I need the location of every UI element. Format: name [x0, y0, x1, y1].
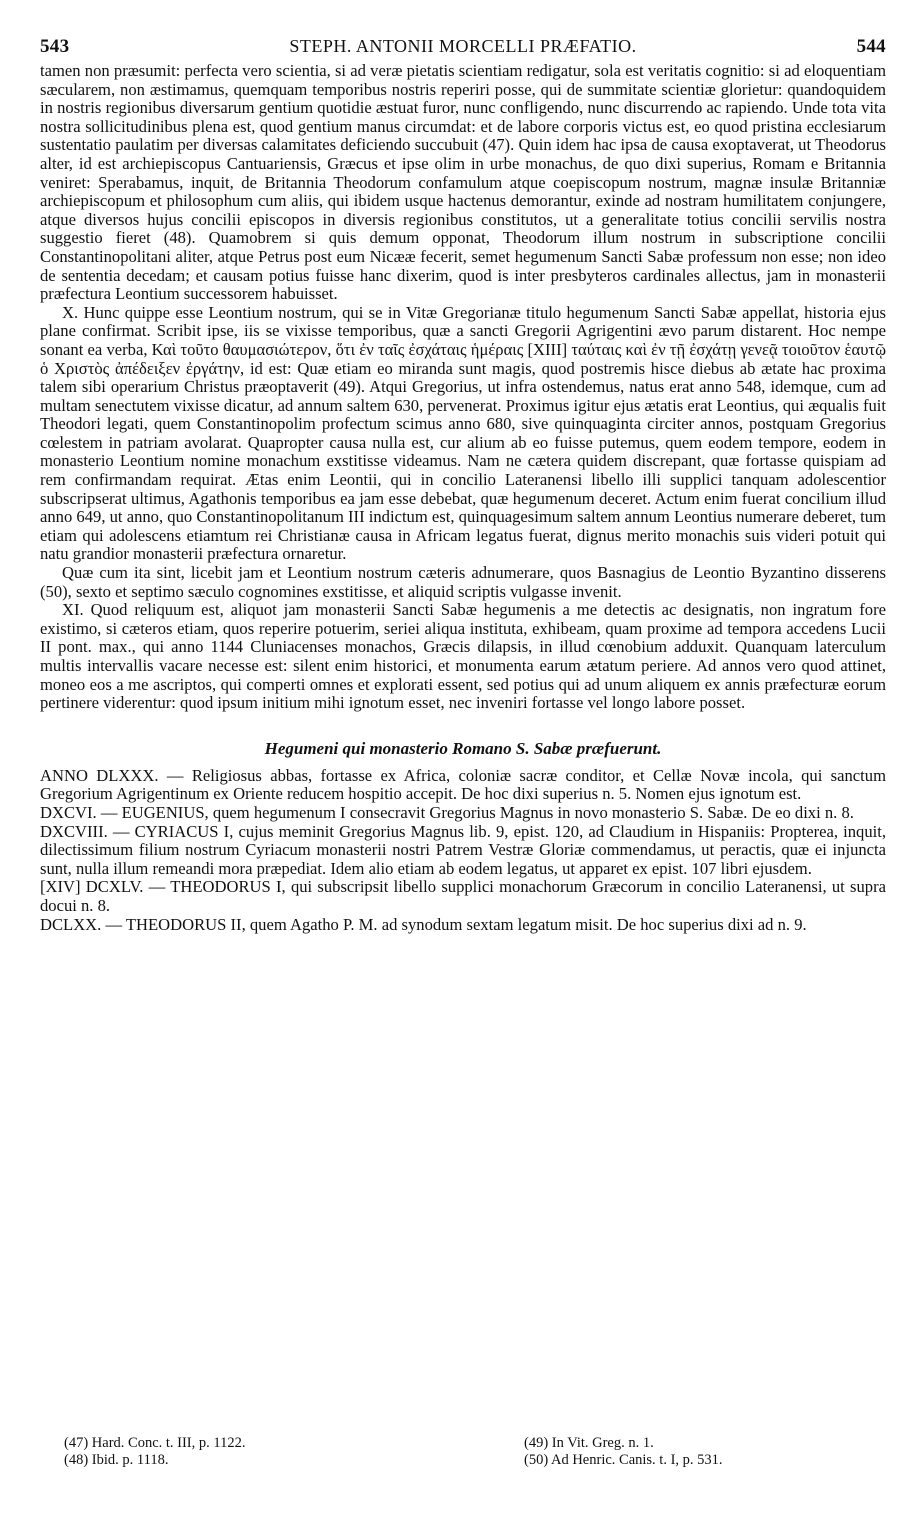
- right-page-number: 544: [856, 36, 886, 57]
- paragraph-basnagius: Quæ cum ita sint, licebit jam et Leontium nostrum cæteris adnumerare, quos Basnagius de Leontio Byzantino disserens (50), sexto et septimo sæculo cognomines exstitisse, et aliquid scriptis vulgasse invenit.: [40, 563, 886, 601]
- footnote: (49) In Vit. Greg. n. 1.: [524, 1435, 654, 1451]
- page: [40, 36, 886, 934]
- footnote: (47) Hard. Conc. t. III, p. 1122.: [64, 1435, 246, 1451]
- footnote: (48) Ibid. p. 1118.: [64, 1452, 169, 1468]
- hegumen-entry: DXCVIII. — CYRIACUS I, cujus meminit Gregorius Magnus lib. 9, epist. 120, ad Claudium in Hispaniis: Propterea, inquit, dilectissimum filium nostrum Cyriacum monasterii nostri Patrem Vestræ Gloriæ commendamus, ut peractis, quæ ei injuncta sunt, nulla illum remeandi mora præpediat. Idem alio etiam ab eodem legatus, ut apparet ex epist. 107 libri ejusdem.: [40, 821, 886, 878]
- footnotes-right: [524, 1435, 824, 1469]
- paragraph-continuation: tamen non præsumit: perfecta vero scientia, si ad veræ pietatis scientiam redigatur, sola est veritatis cognitio: si ad eloquentiam sæcularem, non æstimamus, quemquam temporibus nostris reperiri posse, qui de summitate scientiæ glorietur: quandoquidem in nostris regionibus diversarum gentium quotidie æstuat furor, nunc confligendo, nunc discurrendo ac rapiendo. Unde tota vita nostra sollicitudinibus plena est, quod gentium manus circumdat: et de labore corporis victus est, eo quod pristina ecclesiarum sustentatio paulatim per diversas calamitates deficiendo succubuit (47). Quin idem hac ipsa de causa exoptaverat, ut Theodorus alter, id est archiepiscopus Cantuariensis, Græcus et ipse olim in urbe monachus, de quo dixi superius, Romam e Britannia veniret: Sperabamus, inquit, de Britannia Theodorum confamulum atque coepiscopum nostrum, magnæ insulæ Britanniæ archiepiscopum et philosophum cum aliis, qui ibidem usque hactenus demorantur, exinde ad nostram humilitatem conjungere, atque diversos hujus concilii episcopos in diversis regionibus constitutos, ut a generalitate totius concilii servilis nostra suggestio fieret (48). Quamobrem si quis demum opponat, Theodorum illum nostrum in subscriptione concilii Constantinopolitani aliter, atque Petrus post eum Nicææ fecerit, semet hegumenum Sancti Sabæ professum non esse; non ideo de sententia decedam; et causam potius fuisse hanc dixerim, quod is inter presbyteros cardinales allectus, jam in monasterii præfectura Leontium successorem habuisset.: [40, 61, 886, 304]
- left-page-number: 543: [40, 36, 70, 57]
- running-header: [40, 36, 886, 58]
- footnotes: [64, 1435, 824, 1469]
- hegumen-entry: DCLXX. — THEODORUS II, quem Agatho P. M. ad synodum sextam legatum misit. De hoc superius dixi ad n. 9.: [40, 914, 807, 934]
- hegumen-entry: [XIV] DCXLV. — THEODORUS I, qui subscripsit libello supplici monachorum Græcorum in concilio Lateranensi, ut supra docui n. 8.: [40, 877, 886, 915]
- hegumen-entry: ANNO DLXXX. — Religiosus abbas, fortasse ex Africa, coloniæ sacræ conditor, et Cellæ Novæ incola, qui sanctum Gregorium Agrigentinum ex Oriente reducem hospitio accepit. De hoc dixi superius n. 5. Nomen ejus ignotum est.: [40, 765, 886, 804]
- footnotes-left: [64, 1435, 424, 1469]
- hegumen-entry: DXCVI. — EUGENIUS, quem hegumenum I consecravit Gregorius Magnus in novo monasterio S. Sabæ. De eo dixi n. 8.: [40, 802, 854, 822]
- running-title: STEPH. ANTONII MORCELLI PRÆFATIO.: [289, 36, 637, 56]
- footnote: (50) Ad Henric. Canis. t. I, p. 531.: [524, 1452, 723, 1468]
- paragraph-section-x: X. Hunc quippe esse Leontium nostrum, qui se in Vitæ Gregorianæ titulo hegumenum Sancti Sabæ appellat, historia ejus plane confirmat. Scribit ipse, iis se vixisse temporibus, quæ a sancti Gregorii Agrigentini ævo parum distarent. Hoc nempe sonant ea verba, Καὶ τοῦτο θαυμασιώτερον, ὅτι ἐν ταῖς ἐσχάταις ἡμέραις [XIII] ταύταις καὶ ἐν τῇ ἐσχάτῃ γενεᾷ τοιοῦτον ἑαυτῷ ὁ Χριστὸς ἀπέδειξεν ἐργάτην, id est: Quæ etiam eo miranda sunt magis, quod postremis hisce diebus ab ætate hac proxima talem sibi operarium Christus præoptaverit (49). Atqui Gregorius, ut infra ostendemus, natus erat anno 548, idemque, cum ad multam senectutem vixisse dicatur, ad annum saltem 630, pervenerat. Proximus igitur ejus ætatis erat Leontius, qui æqualis fuit Theodori legati, quem Constantinopolim profectum scimus anno 680, sive quinquaginta circiter annos, postquam Gregorius cœlestem in patriam avolarat. Quapropter causa nulla est, cur alium ab eo fuisse putemus, quem eodem tempore, eodem in monasterio Leontium nomine monachum exstitisse videamus. Nam ne cætera quidem discrepant, quæ fortasse quispiam ad rem confirmandam requirat. Ætas enim Leontii, qui in concilio Lateranensi libello illi supplici tanquam adolescentior subscripserat ultimus, Agathonis temporibus ea jam esse debebat, quæ hegumenum deceret. Actum enim fuerat concilium illud anno 649, ut anno, quo Constantinopolitanum III indictum est, quinquagesimum saltem annum Leontius numerare deberet, tum etiam qui adolescens etiamtum rei Christianæ causa in Africam legatus fuerat, dignus merito monachis suis videri potuit qui natu grandior monasterii præfectura ornaretur.: [40, 302, 886, 564]
- paragraph-section-xi: XI. Quod reliquum est, aliquot jam monasterii Sancti Sabæ hegumenis a me detectis ac designatis, non ingratum fore existimo, si cæteros etiam, quos reperire potuerim, seriei aliqua instituta, exhibeam, quam proxime ad tempora accedens Lucii II pont. max., qui anno 1144 Cluniacenses monachos, Græcis dilapsis, in illud cœnobium adduxit. Quanquam laterculum multis intervallis vacare necesse est: silent enim historici, et monumenta earum ætatum periere. Ad annos vero quod attinet, moneo eos a me ascriptos, qui comperti omnes et explorati essent, sed potius qui ad unum aliquem ex annis præfecturæ eorum pertinere viderentur: quod ipsum initium mihi ignotum esset, nec inveniri fortasse vel longo labore posset.: [40, 600, 886, 713]
- section-title: Hegumeni qui monasterio Romano S. Sabæ præfuerunt.: [264, 738, 662, 758]
